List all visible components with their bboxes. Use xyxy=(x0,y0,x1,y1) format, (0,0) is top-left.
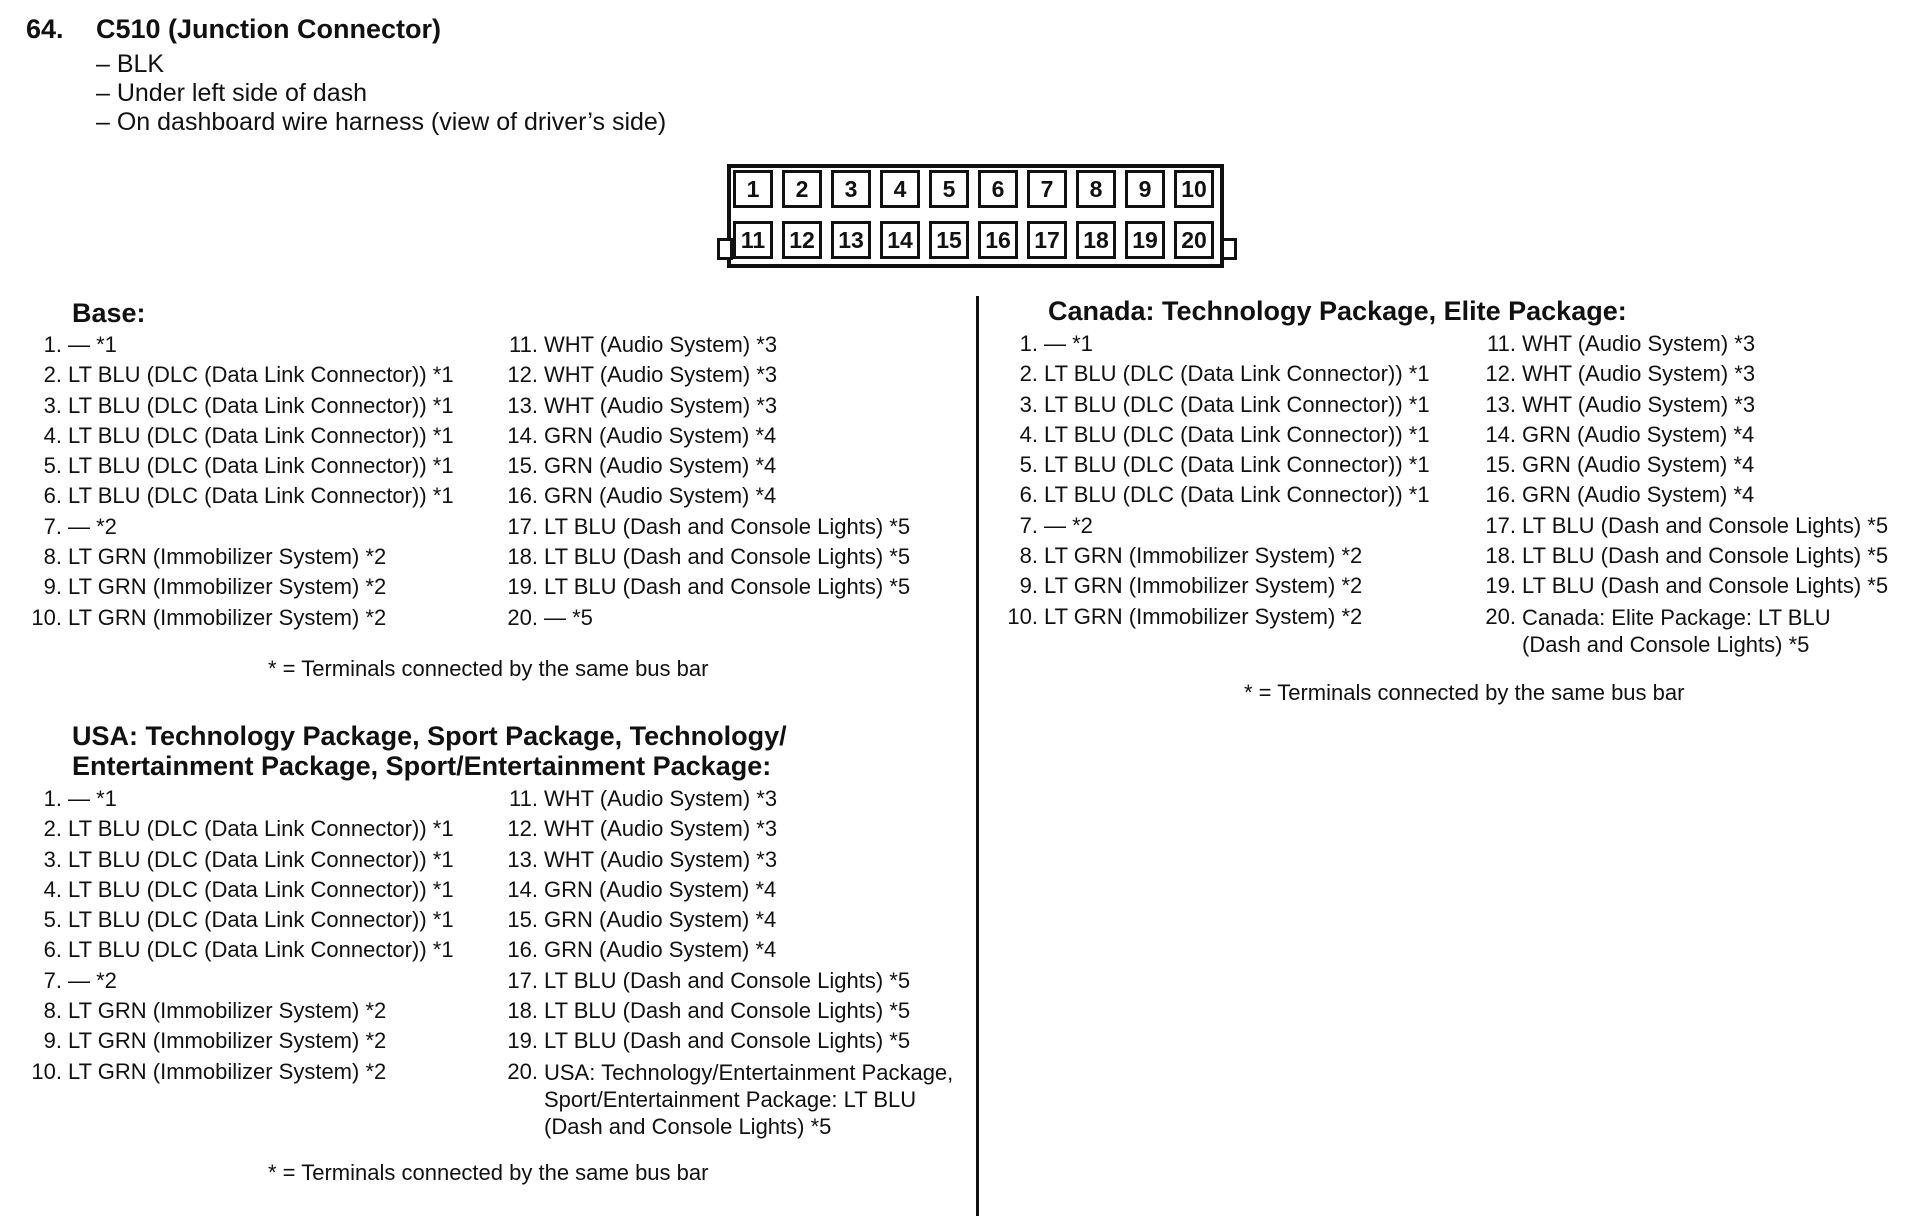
list-item xyxy=(1000,571,1476,601)
pin-desc: LT GRN (Immobilizer System) *2 xyxy=(1044,573,1363,599)
pin-desc: GRN (Audio System) *4 xyxy=(544,453,777,479)
pin-number: 12. xyxy=(1485,361,1516,387)
list-item xyxy=(24,330,494,360)
detail-harness: – On dashboard wire harness (view of driver’s side) xyxy=(96,108,667,136)
pin-number: 3. xyxy=(43,392,62,418)
bus-bar-note: * = Terminals connected by the same bus bar xyxy=(268,1160,709,1185)
list-item xyxy=(24,966,494,996)
pin-desc: WHT (Audio System) *3 xyxy=(544,846,778,872)
pin-number: 17. xyxy=(507,967,538,993)
list-item xyxy=(500,572,970,602)
pin-desc: WHT (Audio System) *3 xyxy=(544,786,778,811)
pin-desc: WHT (Audio System) *3 xyxy=(544,816,778,842)
list-item xyxy=(500,360,970,390)
list-item xyxy=(500,845,970,875)
terminal-cell: 3 xyxy=(831,170,871,208)
list-item xyxy=(24,603,494,633)
list-item xyxy=(500,784,970,814)
pin-number: 5. xyxy=(1019,452,1038,478)
pin-desc: LT BLU (Dash and Console Lights) *5 xyxy=(544,544,911,570)
terminal-cell: 16 xyxy=(978,221,1018,259)
pin-number: 9. xyxy=(43,574,62,600)
pin-desc: LT GRN (Immobilizer System) *2 xyxy=(68,574,387,600)
pin-number: 10. xyxy=(1007,603,1038,629)
list-item xyxy=(24,421,494,451)
pin-number: 6. xyxy=(43,483,62,509)
pin-desc: LT BLU (DLC (Data Link Connector)) *1 xyxy=(1044,391,1430,417)
list-item xyxy=(1478,480,1916,510)
list-item xyxy=(1000,450,1476,480)
pin-number: 17. xyxy=(507,513,538,539)
terminal-cell: 11 xyxy=(733,221,773,259)
terminal-cell: 19 xyxy=(1125,221,1165,259)
pin-number: 8. xyxy=(43,998,62,1024)
pin-number: 13. xyxy=(507,392,538,418)
pin-number: 7. xyxy=(43,513,62,539)
pin-desc: WHT (Audio System) *3 xyxy=(544,392,778,418)
pin-number: 9. xyxy=(1019,573,1038,599)
list-item xyxy=(24,1057,494,1087)
pin-desc: LT BLU (DLC (Data Link Connector)) *1 xyxy=(1044,361,1430,387)
list-item xyxy=(500,542,970,572)
list-item xyxy=(24,481,494,511)
pin-number: 16. xyxy=(507,937,538,963)
terminal-cell: 7 xyxy=(1027,170,1067,208)
list-item xyxy=(500,966,970,996)
connector-diagram xyxy=(727,164,1224,268)
pin-desc: LT BLU (Dash and Console Lights) *5 xyxy=(544,574,911,600)
connector-lock-tab-right xyxy=(1221,238,1237,260)
pin-number: 8. xyxy=(1019,543,1038,569)
terminal-cell: 5 xyxy=(929,170,969,208)
pin-number: 11. xyxy=(509,332,538,357)
terminal-cell: 6 xyxy=(978,170,1018,208)
pin-number: 11. xyxy=(509,786,538,811)
pin-desc: LT GRN (Immobilizer System) *2 xyxy=(68,1028,387,1054)
list-item xyxy=(1000,480,1476,510)
pin-desc: WHT (Audio System) *3 xyxy=(1522,361,1756,387)
pin-desc: — *2 xyxy=(68,967,117,993)
page-title: C510 (Junction Connector) xyxy=(96,14,442,44)
list-item xyxy=(500,451,970,481)
pin-number: 4. xyxy=(43,876,62,902)
pin-number: 15. xyxy=(507,907,538,933)
list-item xyxy=(500,330,970,360)
pin-desc: LT BLU (DLC (Data Link Connector)) *1 xyxy=(1044,482,1430,508)
list-item xyxy=(1000,359,1476,389)
pin-number: 6. xyxy=(43,937,62,963)
pin-number: 5. xyxy=(43,907,62,933)
pin-number: 5. xyxy=(43,453,62,479)
pin-desc: LT BLU (DLC (Data Link Connector)) *1 xyxy=(68,876,454,902)
terminal-cell: 14 xyxy=(880,221,920,259)
pin-desc: LT GRN (Immobilizer System) *2 xyxy=(1044,603,1363,629)
pin-desc: GRN (Audio System) *4 xyxy=(544,876,777,902)
list-item xyxy=(500,935,970,965)
pin-number: 18. xyxy=(507,998,538,1024)
pin-number: 2. xyxy=(43,362,62,388)
pin-desc: LT BLU (Dash and Console Lights) *5 xyxy=(1522,573,1889,599)
pin-number: 10. xyxy=(31,1058,62,1084)
pin-number: 8. xyxy=(43,544,62,570)
pin-desc: GRN (Audio System) *4 xyxy=(544,422,777,448)
pin-desc: LT BLU (Dash and Console Lights) *5 xyxy=(544,967,911,993)
pin-number: 13. xyxy=(507,846,538,872)
terminal-cell: 4 xyxy=(880,170,920,208)
pin-desc: — *1 xyxy=(1044,331,1093,356)
pin-list-canada-right xyxy=(1478,329,1916,660)
list-item xyxy=(24,845,494,875)
detail-color: – BLK xyxy=(96,50,165,78)
list-item xyxy=(1478,571,1916,601)
list-item xyxy=(500,814,970,844)
list-item xyxy=(24,391,494,421)
connector-lock-tab-left xyxy=(717,238,733,260)
pin-number: 20. xyxy=(507,1058,538,1084)
list-item xyxy=(1478,602,1916,660)
pin-number: 20. xyxy=(1485,603,1516,629)
pin-number: 20. xyxy=(507,604,538,630)
pin-list-base-right xyxy=(500,330,970,633)
list-item xyxy=(1000,420,1476,450)
pin-number: 4. xyxy=(1019,421,1038,447)
list-item xyxy=(500,875,970,905)
list-item xyxy=(24,905,494,935)
pin-desc: — *1 xyxy=(68,786,117,811)
list-item xyxy=(24,542,494,572)
bus-bar-note: * = Terminals connected by the same bus bar xyxy=(1244,680,1685,705)
pin-list-usa-right xyxy=(500,784,970,1141)
pin-number: 16. xyxy=(507,483,538,509)
terminal-cell: 18 xyxy=(1076,221,1116,259)
list-item xyxy=(1478,390,1916,420)
pin-number: 19. xyxy=(507,574,538,600)
pin-desc: LT BLU (Dash and Console Lights) *5 xyxy=(544,513,911,539)
pin-desc: GRN (Audio System) *4 xyxy=(544,937,777,963)
list-item xyxy=(1478,511,1916,541)
pin-number: 17. xyxy=(1485,512,1516,538)
pin-number: 12. xyxy=(507,362,538,388)
pin-list-base-left xyxy=(24,330,494,633)
pin-desc: LT BLU (DLC (Data Link Connector)) *1 xyxy=(1044,452,1430,478)
list-item xyxy=(1478,359,1916,389)
pin-number: 15. xyxy=(507,453,538,479)
pin-number: 10. xyxy=(31,604,62,630)
pin-desc: LT BLU (DLC (Data Link Connector)) *1 xyxy=(68,422,454,448)
list-item xyxy=(24,1026,494,1056)
pin-desc: LT BLU (DLC (Data Link Connector)) *1 xyxy=(68,483,454,509)
list-item xyxy=(500,996,970,1026)
terminal-cell: 10 xyxy=(1174,170,1214,208)
list-item xyxy=(1000,541,1476,571)
list-item xyxy=(1478,450,1916,480)
pin-number: 19. xyxy=(507,1028,538,1054)
section-title-base: Base: xyxy=(72,298,146,328)
list-item xyxy=(24,451,494,481)
terminal-cell: 20 xyxy=(1174,221,1214,259)
pin-number: 16. xyxy=(1485,482,1516,508)
list-item xyxy=(500,1057,970,1141)
pin-number: 14. xyxy=(507,876,538,902)
pin-desc: LT BLU (DLC (Data Link Connector)) *1 xyxy=(68,907,454,933)
list-item xyxy=(24,814,494,844)
list-item xyxy=(1000,329,1476,359)
terminal-cell: 1 xyxy=(733,170,773,208)
list-item xyxy=(24,572,494,602)
column-divider xyxy=(976,296,979,1216)
pin-desc: LT BLU (DLC (Data Link Connector)) *1 xyxy=(68,392,454,418)
list-item xyxy=(1478,420,1916,450)
pin-number: 12. xyxy=(507,816,538,842)
pin-desc: LT BLU (DLC (Data Link Connector)) *1 xyxy=(1044,421,1430,447)
pin-list-usa-left xyxy=(24,784,494,1087)
pin-desc: WHT (Audio System) *3 xyxy=(1522,331,1756,356)
section-title-canada: Canada: Technology Package, Elite Package: xyxy=(1048,296,1627,326)
pin-desc: — *1 xyxy=(68,332,117,357)
pin-desc: — *2 xyxy=(1044,512,1093,538)
pin-number: 2. xyxy=(43,816,62,842)
pin-desc: LT GRN (Immobilizer System) *2 xyxy=(68,604,387,630)
terminal-cell: 12 xyxy=(782,221,822,259)
pin-desc: WHT (Audio System) *3 xyxy=(544,332,778,357)
terminal-cell: 8 xyxy=(1076,170,1116,208)
pin-desc: GRN (Audio System) *4 xyxy=(544,483,777,509)
item-number: 64. xyxy=(26,14,64,44)
pin-desc: GRN (Audio System) *4 xyxy=(1522,452,1755,478)
terminal-cell: 9 xyxy=(1125,170,1165,208)
pin-desc: LT BLU (DLC (Data Link Connector)) *1 xyxy=(68,816,454,842)
pin-desc: GRN (Audio System) *4 xyxy=(1522,482,1755,508)
list-item xyxy=(1000,390,1476,420)
pin-desc: Canada: Elite Package: LT BLU (Dash and Console Lights) *5 xyxy=(1522,604,1831,657)
pin-number: 6. xyxy=(1019,482,1038,508)
list-item xyxy=(24,512,494,542)
terminal-cell: 2 xyxy=(782,170,822,208)
list-item xyxy=(500,1026,970,1056)
list-item xyxy=(500,905,970,935)
pin-desc: GRN (Audio System) *4 xyxy=(544,907,777,933)
pin-number: 13. xyxy=(1485,391,1516,417)
pin-desc: WHT (Audio System) *3 xyxy=(1522,391,1756,417)
pin-number: 7. xyxy=(1019,512,1038,538)
list-item xyxy=(24,935,494,965)
detail-location: – Under left side of dash xyxy=(96,79,367,107)
list-item xyxy=(500,481,970,511)
pin-desc: LT BLU (Dash and Console Lights) *5 xyxy=(544,998,911,1024)
pin-number: 18. xyxy=(1485,543,1516,569)
pin-number: 1. xyxy=(43,332,62,357)
list-item xyxy=(1478,541,1916,571)
terminal-cell: 17 xyxy=(1027,221,1067,259)
pin-desc: LT BLU (DLC (Data Link Connector)) *1 xyxy=(68,453,454,479)
pin-desc: LT GRN (Immobilizer System) *2 xyxy=(68,544,387,570)
pin-number: 3. xyxy=(1019,391,1038,417)
pin-number: 14. xyxy=(1485,421,1516,447)
pin-number: 4. xyxy=(43,422,62,448)
pin-number: 15. xyxy=(1485,452,1516,478)
pin-number: 7. xyxy=(43,967,62,993)
pin-desc: LT GRN (Immobilizer System) *2 xyxy=(68,1058,387,1084)
list-item xyxy=(1478,329,1916,359)
pin-number: 1. xyxy=(43,786,62,811)
pin-number: 18. xyxy=(507,544,538,570)
list-item xyxy=(1000,511,1476,541)
pin-number: 1. xyxy=(1019,331,1038,356)
terminal-cell: 13 xyxy=(831,221,871,259)
terminal-cell: 15 xyxy=(929,221,969,259)
list-item xyxy=(500,512,970,542)
pin-number: 9. xyxy=(43,1028,62,1054)
pin-number: 14. xyxy=(507,422,538,448)
list-item xyxy=(24,875,494,905)
pin-number: 11. xyxy=(1487,331,1516,356)
section-title-usa-line1: USA: Technology Package, Sport Package, Technology/ xyxy=(72,721,787,751)
list-item xyxy=(1000,602,1476,632)
pin-desc: — *5 xyxy=(544,604,593,630)
pin-list-canada-left xyxy=(1000,329,1476,632)
pin-desc: LT BLU (Dash and Console Lights) *5 xyxy=(1522,543,1889,569)
section-title-usa-line2: Entertainment Package, Sport/Entertainment Package: xyxy=(72,751,772,781)
list-item xyxy=(500,603,970,633)
pin-number: 2. xyxy=(1019,361,1038,387)
pin-desc: LT BLU (Dash and Console Lights) *5 xyxy=(544,1028,911,1054)
pin-desc: LT GRN (Immobilizer System) *2 xyxy=(68,998,387,1024)
pin-desc: WHT (Audio System) *3 xyxy=(544,362,778,388)
pin-number: 19. xyxy=(1485,573,1516,599)
pin-desc: LT GRN (Immobilizer System) *2 xyxy=(1044,543,1363,569)
list-item xyxy=(24,784,494,814)
pin-number: 3. xyxy=(43,846,62,872)
list-item xyxy=(500,391,970,421)
pin-desc: — *2 xyxy=(68,513,117,539)
bus-bar-note: * = Terminals connected by the same bus bar xyxy=(268,656,709,681)
list-item xyxy=(500,421,970,451)
pin-desc: LT BLU (DLC (Data Link Connector)) *1 xyxy=(68,362,454,388)
pin-desc: LT BLU (DLC (Data Link Connector)) *1 xyxy=(68,846,454,872)
pin-desc: LT BLU (DLC (Data Link Connector)) *1 xyxy=(68,937,454,963)
list-item xyxy=(24,360,494,390)
list-item xyxy=(24,996,494,1026)
pin-desc: GRN (Audio System) *4 xyxy=(1522,421,1755,447)
pin-desc: LT BLU (Dash and Console Lights) *5 xyxy=(1522,512,1889,538)
pin-desc: USA: Technology/Entertainment Package, Sport/Entertainment Package: LT BLU (Dash and Console Lights) *5 xyxy=(544,1059,954,1139)
